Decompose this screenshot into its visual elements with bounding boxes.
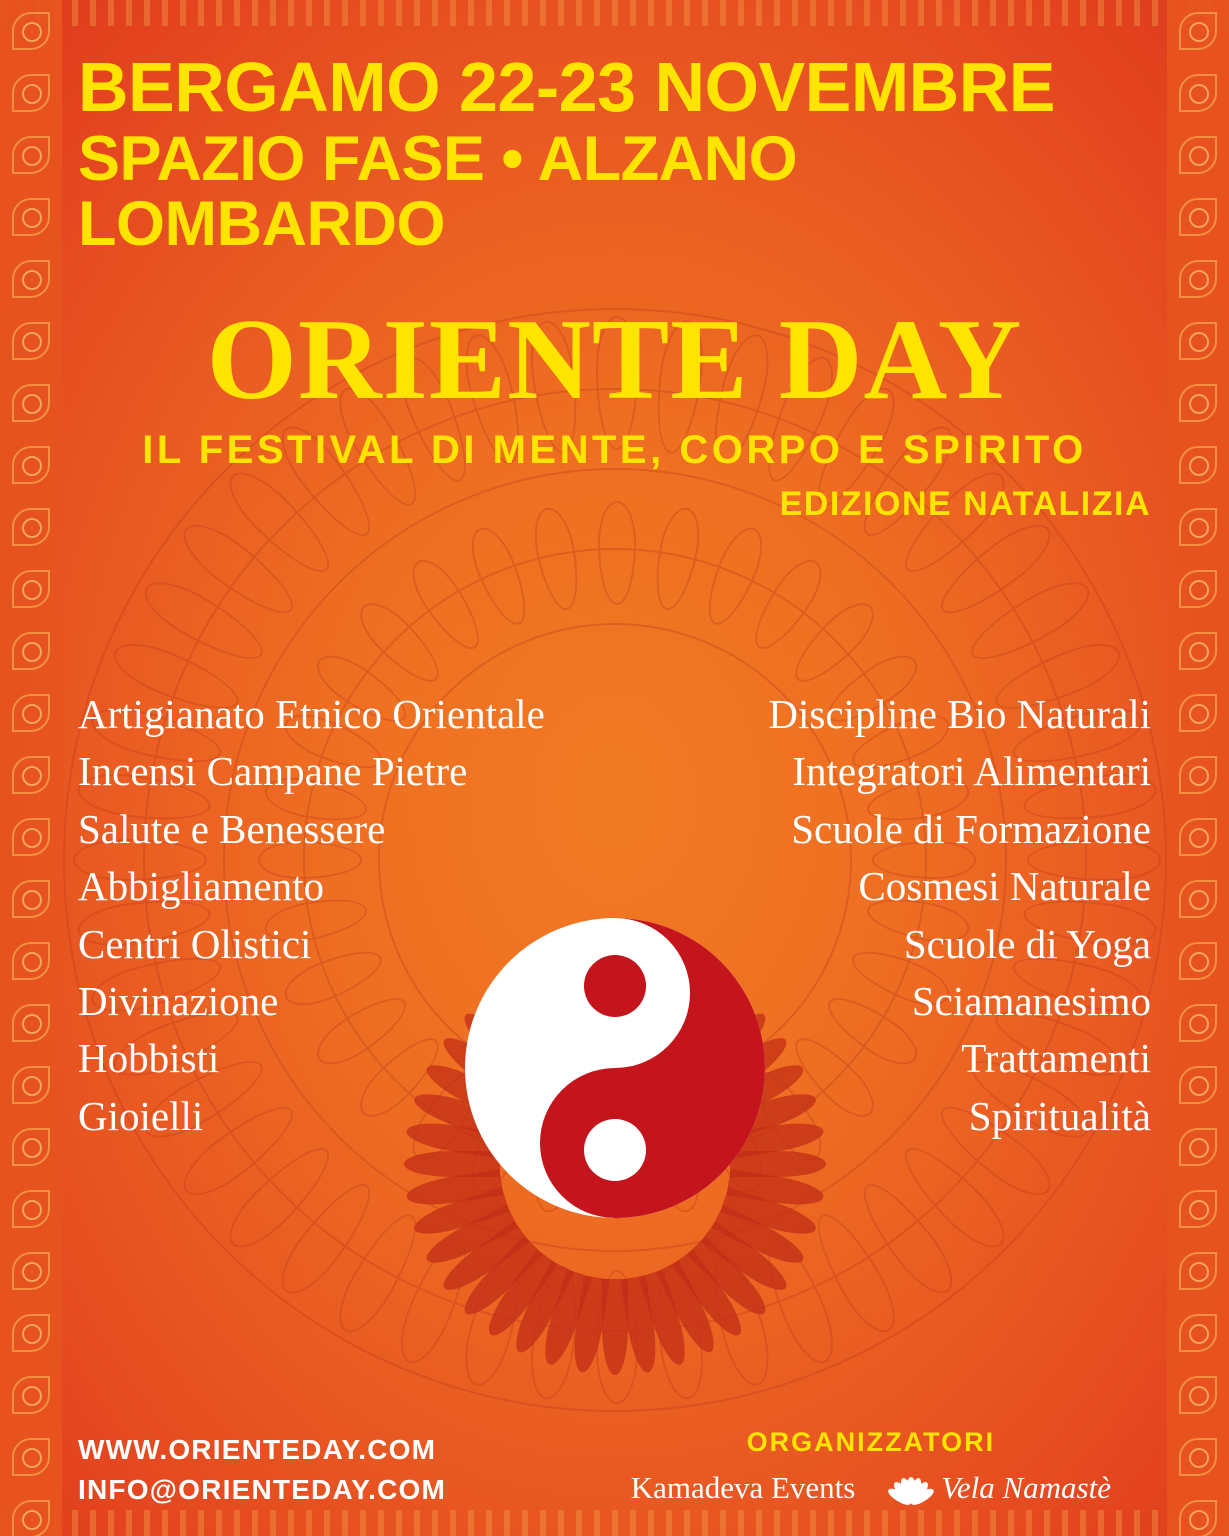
event-subtitle: IL FESTIVAL DI MENTE, CORPO E SPIRITO	[142, 427, 1087, 472]
organizers-block	[631, 1427, 1111, 1506]
event-venue: SPAZIO FASE • ALZANO LOMBARDO	[78, 124, 798, 259]
list-item: Salute e Benessere	[78, 805, 386, 852]
list-item: Centri Olistici	[78, 920, 312, 967]
list-item: Hobbisti	[78, 1035, 220, 1082]
email-link[interactable]: INFO@ORIENTEDAY.COM	[78, 1474, 446, 1505]
organizer-kamadeva-events: Kamadeva Events	[630, 1470, 856, 1505]
list-item: Incensi Campane Pietre	[78, 748, 468, 795]
list-item: Cosmesi Naturale	[858, 863, 1151, 910]
list-item: Divinazione	[78, 977, 279, 1024]
list-item: Sciamanesimo	[911, 977, 1151, 1024]
list-item: Scuole di Yoga	[903, 920, 1151, 967]
page-title: ORIENTE DAY	[206, 295, 1023, 424]
yin-yang-icon	[465, 918, 765, 1218]
list-item: Scuole di Formazione	[791, 805, 1151, 852]
list-item: Integratori Alimentari	[792, 748, 1151, 795]
contact-info	[78, 1434, 446, 1506]
poster-footer	[0, 1427, 1229, 1506]
organizer-vela-namaste-label: Vela Namastè	[941, 1470, 1111, 1505]
category-column-right	[768, 690, 1151, 1140]
lotus-icon	[889, 1471, 933, 1505]
list-item: Spiritualità	[968, 1092, 1151, 1139]
organizers-label: ORGANIZZATORI	[746, 1427, 996, 1457]
list-item: Gioielli	[78, 1092, 204, 1139]
list-item: Discipline Bio Naturali	[768, 691, 1151, 737]
event-edition-label: EDIZIONE NATALIZIA	[779, 484, 1151, 523]
title-block	[0, 295, 1229, 473]
event-header	[0, 0, 1229, 259]
list-item: Abbigliamento	[78, 863, 324, 910]
organizer-vela-namaste	[889, 1470, 1111, 1506]
website-link[interactable]: WWW.ORIENTEDAY.COM	[78, 1434, 437, 1465]
list-item: Trattamenti	[961, 1035, 1151, 1082]
list-item: Artigianato Etnico Orientale	[78, 691, 545, 737]
yin-yang-emblem	[405, 858, 825, 1278]
event-location-date: BERGAMO 22-23 NOVEMBRE	[78, 48, 1055, 126]
organizers-row	[631, 1470, 1111, 1506]
